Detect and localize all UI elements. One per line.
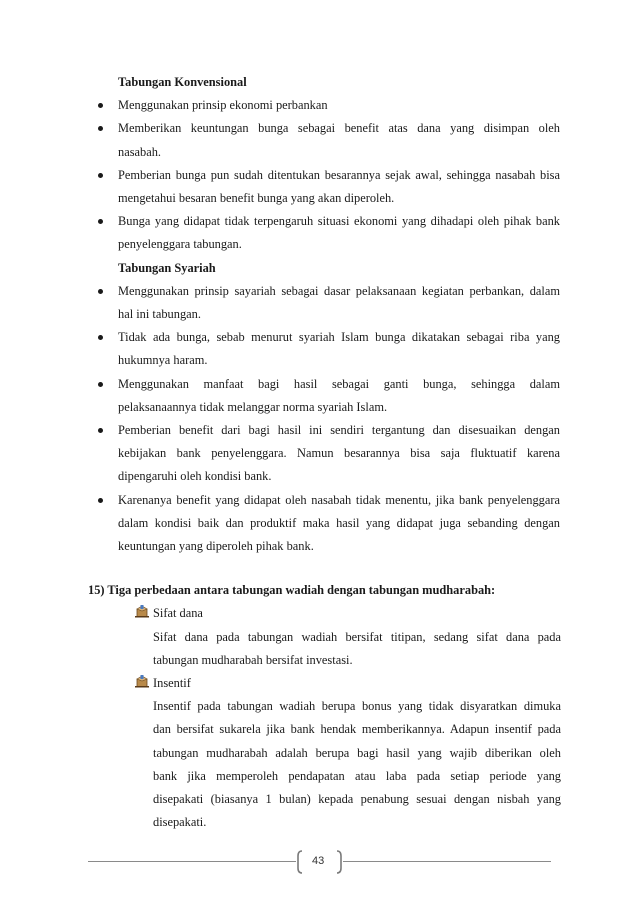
section15-item-1-line: disepakati (biasanya 1 bulan) kepada penabung sesuai dengan nisbah yang — [153, 792, 561, 806]
footer-bracket-left-icon — [295, 850, 303, 874]
package-box-icon — [134, 604, 150, 620]
konvensional-item-1-line: Memberikan keuntungan bunga sebagai benefit atas dana yang disimpan oleh — [118, 121, 560, 136]
section15-item-0-line: tabungan mudharabah bersifat investasi. — [153, 652, 353, 667]
konvensional-item-2-line: mengetahui besaran benefit bunga yang akan diperoleh. — [118, 191, 395, 205]
section15-item-title: Insentif — [153, 676, 191, 690]
section15-item-1-line: dan bersifat sukarela jika bank hendak memberikannya. Adapun insentif pada — [153, 722, 561, 737]
bullet-icon — [98, 289, 103, 294]
heading-tabungan-konvensional: Tabungan Konvensional — [118, 75, 247, 89]
section15-item-1-line: tabungan mudharabah adalah berupa bagi hasil yang wajib diberikan oleh — [153, 745, 561, 760]
footer-rule-left — [88, 861, 296, 862]
syariah-item-4-line: keuntungan yang diperoleh pihak bank. — [118, 539, 314, 553]
heading-tabungan-syariah: Tabungan Syariah — [118, 260, 216, 275]
syariah-item-3-line: kebijakan bank penyelenggara. Namun besarannya bisa saja fluktuatif karena — [118, 446, 560, 461]
section15-item-1-line: Insentif pada tabungan wadiah berupa bonus yang tidak disyaratkan dimuka — [153, 699, 561, 714]
footer-rule-right — [343, 861, 551, 862]
bullet-icon — [98, 219, 103, 224]
bullet-icon — [98, 126, 103, 131]
bullet-icon — [98, 428, 103, 433]
syariah-item-1-line: hukumnya haram. — [118, 353, 208, 368]
bullet-icon — [98, 382, 103, 387]
footer-bracket-right-icon — [336, 850, 344, 874]
syariah-item-0-line: Menggunakan prinsip sayariah sebagai dasar pelaksanaan kegiatan perbankan, dalam — [118, 283, 560, 298]
syariah-item-2-line: pelaksanaannya tidak melanggar norma syariah Islam. — [118, 399, 388, 414]
section15-item-title: Sifat dana — [153, 606, 203, 621]
syariah-item-2-line: Menggunakan manfaat bagi hasil sebagai ganti bunga, sehingga dalam — [118, 376, 560, 391]
bullet-icon — [98, 173, 103, 178]
syariah-item-3-line: dipengaruhi oleh kondisi bank. — [118, 469, 272, 484]
syariah-item-4-line: Karenanya benefit yang didapat oleh nasabah tidak menentu, jika bank penyelenggara — [118, 492, 560, 507]
bullet-icon — [98, 498, 103, 503]
page-number: 43 — [312, 855, 325, 867]
section15-item-1-line: disepakati. — [153, 815, 207, 830]
konvensional-item-1-line: nasabah. — [118, 144, 162, 159]
syariah-item-1-line: Tidak ada bunga, sebab menurut syariah Islam bunga dikatakan sebagai riba yang — [118, 330, 560, 345]
bullet-icon — [98, 103, 103, 108]
syariah-item-0-line: hal ini tabungan. — [118, 307, 201, 321]
section15-item-1-line: bank jika memperoleh pendapatan atau laba pada setiap periode yang — [153, 768, 561, 783]
package-box-icon — [134, 674, 150, 690]
konvensional-item-3-line: penyelenggara tabungan. — [118, 237, 242, 252]
konvensional-item-3-line: Bunga yang didapat tidak terpengaruh situasi ekonomi yang dihadapi oleh pihak bank — [118, 214, 560, 229]
heading-section-15: 15) Tiga perbedaan antara tabungan wadiah dengan tabungan mudharabah: — [88, 583, 496, 598]
syariah-item-4-line: dalam kondisi baik dan produktif maka hasil yang didapat juga sebanding dengan — [118, 515, 560, 530]
konvensional-item-2-line: Pemberian bunga pun sudah ditentukan besarannya sejak awal, sehingga nasabah bisa — [118, 167, 560, 182]
syariah-item-3-line: Pemberian benefit dari bagi hasil ini sendiri tergantung dan disesuaikan dengan — [118, 423, 560, 437]
konvensional-item-0-line: Menggunakan prinsip ekonomi perbankan — [118, 98, 328, 113]
bullet-icon — [98, 335, 103, 340]
section15-item-0-line: Sifat dana pada tabungan wadiah bersifat titipan, sedang sifat dana pada — [153, 629, 561, 644]
